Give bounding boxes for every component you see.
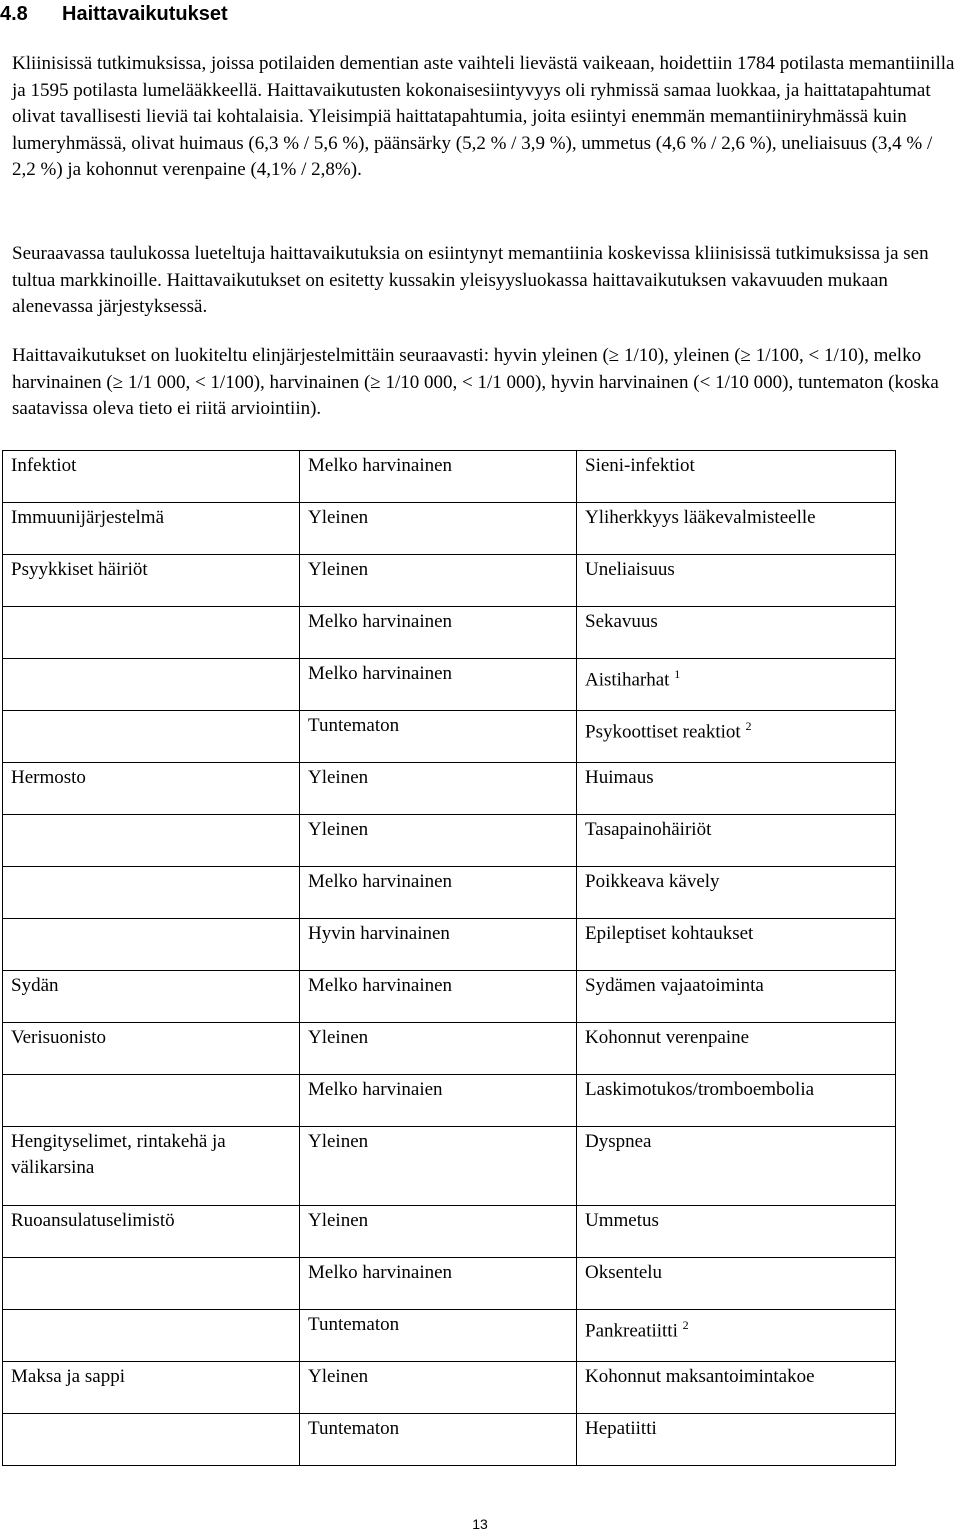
- paragraph-table-intro: Seuraavassa taulukossa lueteltuja haittavaikutuksia on esiintynyt memantiinia koskevissa kliinisissä tutkimuksissa ja sen tultua markkinoille. Haittavaikutukset on esitetty kussakin yleisyysluokassa haittavaikutuksen vakavuuden mukaan alenevassa järjestyksessä.: [12, 243, 929, 317]
- frequency-cell: Melko harvinainen: [300, 1258, 577, 1310]
- reaction-cell: [577, 867, 896, 919]
- footnote-marker: 2: [745, 719, 752, 733]
- organ-class-cell: Ruoansulatuselimistö: [3, 1206, 300, 1258]
- organ-class-cell: Infektiot: [3, 451, 300, 503]
- reaction-cell: [577, 1362, 896, 1414]
- reaction-text: Uneliaisuus: [585, 559, 675, 580]
- organ-class-cell: [3, 919, 300, 971]
- table-row: [3, 763, 896, 815]
- table-row: [3, 503, 896, 555]
- reaction-text: Sekavuus: [585, 611, 658, 632]
- frequency-cell: Melko harvinainen: [300, 867, 577, 919]
- frequency-cell: Yleinen: [300, 1206, 577, 1258]
- reaction-cell: [577, 1414, 896, 1466]
- table-row: [3, 971, 896, 1023]
- reaction-text: Hepatiitti: [585, 1418, 657, 1439]
- reaction-text: Kohonnut verenpaine: [585, 1027, 750, 1048]
- table-row: [3, 1258, 896, 1310]
- section-title: Haittavaikutukset: [62, 3, 228, 25]
- frequency-cell: Melko harvinaien: [300, 1075, 577, 1127]
- table-row: [3, 867, 896, 919]
- reaction-cell: [577, 607, 896, 659]
- footnote-marker: 1: [674, 667, 681, 681]
- organ-class-cell: Maksa ja sappi: [3, 1362, 300, 1414]
- organ-class-cell: [3, 659, 300, 711]
- reaction-text: Oksentelu: [585, 1262, 663, 1283]
- frequency-cell: Yleinen: [300, 763, 577, 815]
- table-row: [3, 555, 896, 607]
- organ-class-cell: [3, 867, 300, 919]
- reaction-cell: [577, 1310, 896, 1362]
- reaction-text: Laskimotukos/tromboembolia: [585, 1079, 815, 1100]
- reaction-cell: [577, 555, 896, 607]
- reaction-text: Huimaus: [585, 767, 654, 788]
- organ-class-cell: [3, 1258, 300, 1310]
- frequency-cell: Tuntematon: [300, 711, 577, 763]
- organ-class-cell: [3, 1310, 300, 1362]
- frequency-cell: Yleinen: [300, 1127, 577, 1206]
- reaction-text: Aistiharhat: [585, 669, 670, 691]
- table-row: [3, 607, 896, 659]
- frequency-cell: Yleinen: [300, 1023, 577, 1075]
- organ-class-cell: Immuunijärjestelmä: [3, 503, 300, 555]
- frequency-cell: Melko harvinainen: [300, 971, 577, 1023]
- reaction-text: Dyspnea: [585, 1131, 652, 1152]
- reaction-text: Tasapainohäiriöt: [585, 819, 712, 840]
- reaction-cell: [577, 1023, 896, 1075]
- frequency-cell: Melko harvinainen: [300, 659, 577, 711]
- footnote-marker: 2: [682, 1318, 689, 1332]
- frequency-cell: Tuntematon: [300, 1310, 577, 1362]
- reaction-cell: [577, 451, 896, 503]
- table-row: [3, 1310, 896, 1362]
- table-row: [3, 711, 896, 763]
- reaction-text: Ummetus: [585, 1210, 659, 1231]
- reaction-text: Kohonnut maksantoimintakoe: [585, 1366, 815, 1387]
- organ-class-cell: [3, 815, 300, 867]
- frequency-cell: Melko harvinainen: [300, 607, 577, 659]
- organ-class-cell: Hengityselimet, rintakehä ja välikarsina: [3, 1127, 300, 1206]
- reaction-cell: [577, 763, 896, 815]
- table-row: [3, 919, 896, 971]
- organ-class-cell: Verisuonisto: [3, 1023, 300, 1075]
- frequency-cell: Hyvin harvinainen: [300, 919, 577, 971]
- paragraph-overview: Kliinisissä tutkimuksissa, joissa potilaiden dementian aste vaihteli lievästä vaikeaan, hoidettiin 1784 potilasta memantiinilla ja 1595 potilasta lumelääkkeellä. Haittavaikutusten kokonaisesiintyvyys oli ryhmissä samaa luokkaa, ja haittatapahtumat olivat tavallisesti lieviä tai kohtalaisia. Yleisimpiä haittatapahtumia, joita esiintyi enemmän memantiiniryhmässä kuin lumeryhmässä, olivat huimaus (6,3 % / 5,6 %), päänsärky (5,2 % / 3,9 %), ummetus (4,6 % / 2,6 %), uneliaisuus (3,4 % / 2,2 %) ja kohonnut verenpaine (4,1% / 2,8%).: [12, 53, 955, 180]
- reaction-text: Epileptiset kohtaukset: [585, 923, 754, 944]
- reaction-cell: [577, 659, 896, 711]
- frequency-cell: Yleinen: [300, 1362, 577, 1414]
- table-row: [3, 815, 896, 867]
- reaction-cell: [577, 1127, 896, 1206]
- organ-class-cell: [3, 711, 300, 763]
- section-number: 4.8: [0, 3, 28, 25]
- frequency-cell: Yleinen: [300, 555, 577, 607]
- table-row: [3, 659, 896, 711]
- reaction-cell: [577, 815, 896, 867]
- reaction-cell: [577, 1258, 896, 1310]
- table-row: [3, 1127, 896, 1206]
- reaction-cell: [577, 971, 896, 1023]
- table-row: [3, 1023, 896, 1075]
- table-row: [3, 1362, 896, 1414]
- adverse-reactions-table: [2, 450, 896, 1466]
- adverse-reactions-table-body: [3, 451, 896, 1466]
- reaction-text: Psykoottiset reaktiot: [585, 721, 741, 743]
- organ-class-cell: Hermosto: [3, 763, 300, 815]
- organ-class-cell: [3, 1414, 300, 1466]
- reaction-cell: [577, 1075, 896, 1127]
- section-heading: [0, 2, 228, 26]
- reaction-text: Sydämen vajaatoiminta: [585, 975, 764, 996]
- reaction-cell: [577, 503, 896, 555]
- frequency-cell: Yleinen: [300, 503, 577, 555]
- frequency-cell: Tuntematon: [300, 1414, 577, 1466]
- reaction-text: Yliherkkyys lääkevalmisteelle: [585, 507, 816, 528]
- table-row: [3, 1206, 896, 1258]
- page-number: 13: [472, 1516, 488, 1532]
- reaction-cell: [577, 919, 896, 971]
- reaction-text: Sieni-infektiot: [585, 455, 695, 476]
- organ-class-cell: Sydän: [3, 971, 300, 1023]
- reaction-cell: [577, 711, 896, 763]
- table-row: [3, 1414, 896, 1466]
- reaction-text: Pankreatiitti: [585, 1320, 678, 1342]
- table-row: [3, 451, 896, 503]
- reaction-cell: [577, 1206, 896, 1258]
- organ-class-cell: [3, 1075, 300, 1127]
- table-row: [3, 1075, 896, 1127]
- organ-class-cell: Psyykkiset häiriöt: [3, 555, 300, 607]
- reaction-text: Poikkeava kävely: [585, 871, 720, 892]
- organ-class-cell: [3, 607, 300, 659]
- frequency-cell: Yleinen: [300, 815, 577, 867]
- paragraph-frequency-definitions: Haittavaikutukset on luokiteltu elinjärjestelmittäin seuraavasti: hyvin yleinen (≥ 1/10), yleinen (≥ 1/100, < 1/10), melko harvinainen (≥ 1/1 000, < 1/100), harvinainen (≥ 1/10 000, < 1/1 000), hyvin harvinainen (< 1/10 000), tuntematon (koska saatavissa oleva tieto ei riitä arviointiin).: [12, 345, 939, 419]
- frequency-cell: Melko harvinainen: [300, 451, 577, 503]
